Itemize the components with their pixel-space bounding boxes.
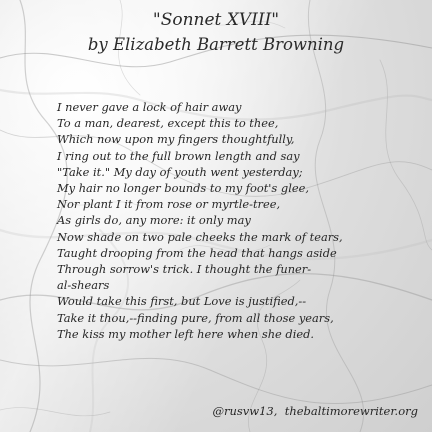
poem-body bbox=[57, 99, 427, 342]
poem-line: al-shears bbox=[57, 278, 110, 293]
poem-line: Through sorrow's trick. I thought the funer- bbox=[57, 262, 312, 277]
poem-line: Would take this first, but Love is justified,-- bbox=[57, 294, 307, 309]
poem-line: As girls do, any more: it only may bbox=[57, 213, 251, 228]
poem-line: Take it thou,--finding pure, from all those years, bbox=[57, 310, 334, 325]
poem-line: The kiss my mother left here when she died. bbox=[57, 326, 314, 341]
poem-line: Now shade on two pale cheeks the mark of tears, bbox=[57, 229, 343, 244]
poem-title: "Sonnet XVIII" bbox=[152, 10, 280, 30]
poem-line: Taught drooping from the head that hangs aside bbox=[57, 245, 337, 260]
poem-line: I never gave a lock of hair away bbox=[57, 100, 242, 114]
poem-byline: by Elizabeth Barrett Browning bbox=[87, 35, 345, 54]
poem-line: I ring out to the full brown length and say bbox=[57, 148, 300, 163]
poem-line: To a man, dearest, except this to thee, bbox=[57, 116, 279, 131]
poem-line: Nor plant I it from rose or myrtle-tree, bbox=[57, 197, 281, 212]
poem-line: "Take it." My day of youth went yesterday; bbox=[57, 164, 303, 179]
poem-line: My hair no longer bounds to my foot's glee, bbox=[57, 181, 309, 196]
poem-line: Which now upon my fingers thoughtfully, bbox=[57, 132, 295, 147]
footer-credit: @rusvw13, thebaltimorewriter.org bbox=[212, 404, 418, 418]
